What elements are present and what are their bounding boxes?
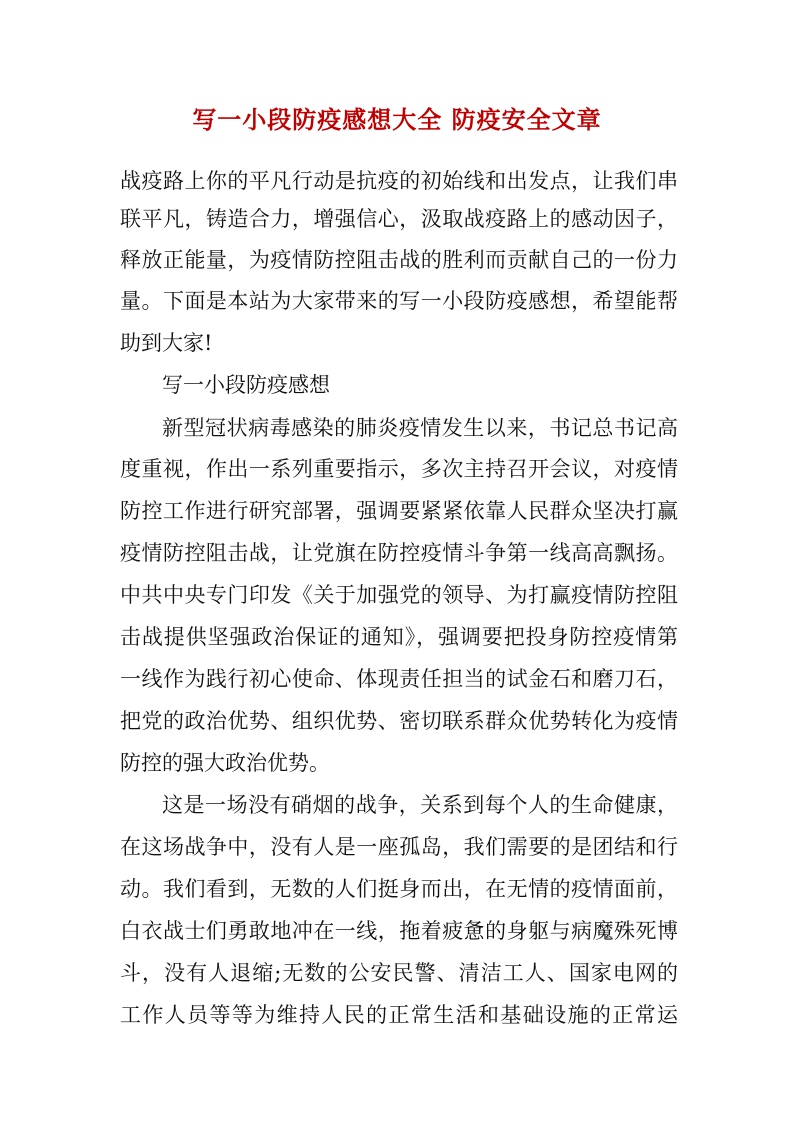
text-line [0,534,794,572]
text-line-content: 动。我们看到，无数的人们挺身而出，在无情的疫情面前， [120,877,678,901]
text-line-content: 助到大家! [120,331,213,355]
text-line-content: 把党的政治优势、组织优势、密切联系群众优势转化为疫情 [120,709,678,733]
text-line-content: 斗，没有人退缩;无数的公安民警、清洁工人、国家电网的 [120,961,678,985]
text-line-content: 防控工作进行研究部署，强调要紧紧依靠人民群众坚决打赢 [120,499,678,523]
text-line-content: 防控的强大政治优势。 [120,751,330,775]
text-line [0,282,794,320]
text-line-content: 一线作为践行初心使命、体现责任担当的试金石和磨刀石， [120,667,678,691]
text-line [0,660,794,698]
text-line-content: 新型冠状病毒感染的肺炎疫情发生以来，书记总书记高 [162,416,678,440]
document-title: 写一小段防疫感想大全 防疫安全文章 [192,105,602,134]
text-line [0,912,794,950]
text-line [0,409,794,447]
text-line [0,996,794,1034]
text-line-content: 中共中央专门印发《关于加强党的领导、为打赢疫情防控阻 [120,583,678,607]
text-line-content: 工作人员等等为维持人民的正常生活和基础设施的正常运 [120,1003,678,1027]
text-line [0,324,794,362]
text-line-content: 度重视，作出一系列重要指示，多次主持召开会议，对疫情 [120,457,678,481]
text-line-content: 白衣战士们勇敢地冲在一线，拖着疲惫的身躯与病魔殊死博 [120,919,678,943]
text-line [0,954,794,992]
text-line [0,162,794,200]
text-line [0,786,794,824]
text-line [0,618,794,656]
text-line-content: 量。下面是本站为大家带来的写一小段防疫感想，希望能帮 [120,289,678,313]
section-heading-text: 写一小段防疫感想 [162,373,330,397]
text-line [0,492,794,530]
text-line [0,576,794,614]
text-line-content: 联平凡，铸造合力，增强信心，汲取战疫路上的感动因子， [120,207,678,231]
text-line-content: 这是一场没有硝烟的战争，关系到每个人的生命健康， [162,793,678,817]
text-line [0,828,794,866]
text-line-content: 在这场战争中，没有人是一座孤岛，我们需要的是团结和行 [120,835,678,859]
text-line-content: 疫情防控阻击战，让党旗在防控疫情斗争第一线高高飘扬。 [120,541,678,565]
text-line [0,744,794,782]
section-heading [0,366,794,404]
text-line [0,702,794,740]
text-line [0,200,794,238]
text-line-content: 战疫路上你的平凡行动是抗疫的初始线和出发点，让我们串 [120,169,678,193]
text-line [0,870,794,908]
text-line [0,241,794,279]
text-line-content: 释放正能量，为疫情防控阻击战的胜利而贡献自己的一份力 [120,248,678,272]
text-line [0,450,794,488]
text-line-content: 击战提供坚强政治保证的通知》，强调要把投身防控疫情第 [120,625,678,649]
